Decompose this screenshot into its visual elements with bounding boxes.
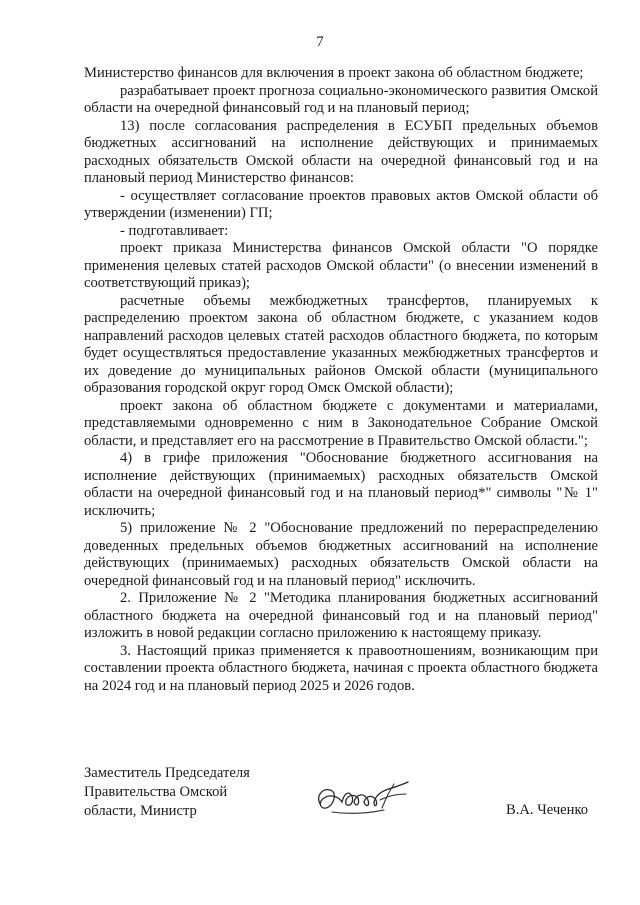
paragraph: 5) приложение № 2 "Обоснование предложений по перераспределению доведенных предельных объемов бюджетных ассигнований на исполнение действующих (принимаемых) расходных обязательств Омской области на очередной финансовый год и на плановый период" исключить.: [84, 520, 598, 589]
paragraph: расчетные объемы межбюджетных трансфертов, планируемых к распределению проектом закона об областном бюджете, с указанием кодов направлений расходов целевых статей расходов областного бюджета, по которым будет осуществляться предоставление указанных межбюджетных трансфертов и их доведение до муниципальных районов Омской области (муниципального образования городской округ город Омск Омской области);: [84, 292, 598, 396]
paragraph: Министерство финансов для включения в проект закона об областном бюджете;: [84, 65, 584, 81]
paragraph: - осуществляет согласование проектов правовых актов Омской области об утверждении (изменении) ГП;: [84, 187, 598, 221]
position-line: области, Министр: [84, 803, 197, 819]
paragraph: 2. Приложение № 2 "Методика планирования бюджетных ассигнований областного бюджета на очередной финансовый год и на плановый период" изложить в новой редакции согласно приложению к настоящему приказу.: [84, 590, 598, 641]
position-line: Заместитель Председателя: [84, 765, 250, 781]
paragraph: разрабатывает проект прогноза социально-экономического развития Омской области на очередной финансовый год и на плановый период;: [84, 82, 598, 116]
paragraph: - подготавливает:: [120, 222, 229, 239]
paragraph: 13) после согласования распределения в ЕСУБП предельных объемов бюджетных ассигнований на исполнение действующих и принимаемых расходных обязательств Омской области на очередной финансовый год и на плановый период Министерство финансов:: [84, 117, 598, 186]
page-number: 7: [316, 34, 324, 50]
position-line: Правительства Омской: [84, 784, 228, 800]
paragraph: 4) в грифе приложения "Обоснование бюджетного ассигнования на исполнение действующих (принимаемых) расходных обязательств Омской области на очередной финансовый год и на плановый период*" символы "№ 1" исключить;: [84, 450, 598, 519]
paragraph: проект закона об областном бюджете с документами и материалами, представляемыми одновременно с ним в Законодательное Собрание Омской области, и представляет его на рассмотрение в Правительство Омской области.";: [84, 397, 598, 449]
signatory-position: [84, 764, 250, 821]
signer-name: В.А. Чеченко: [506, 802, 589, 818]
paragraph: проект приказа Министерства финансов Омской области "О порядке применения целевых статей расходов Омской области" (о внесении изменений в соответствующий приказ);: [84, 240, 598, 291]
handwritten-signature-icon: [312, 774, 412, 820]
paragraph: 3. Настоящий приказ применяется к правоотношениям, возникающим при составлении проекта областного бюджета, начиная с проекта областного бюджета на 2024 год и на плановый период 2025 и 2026 годов.: [84, 642, 598, 694]
document-body: [84, 65, 598, 695]
